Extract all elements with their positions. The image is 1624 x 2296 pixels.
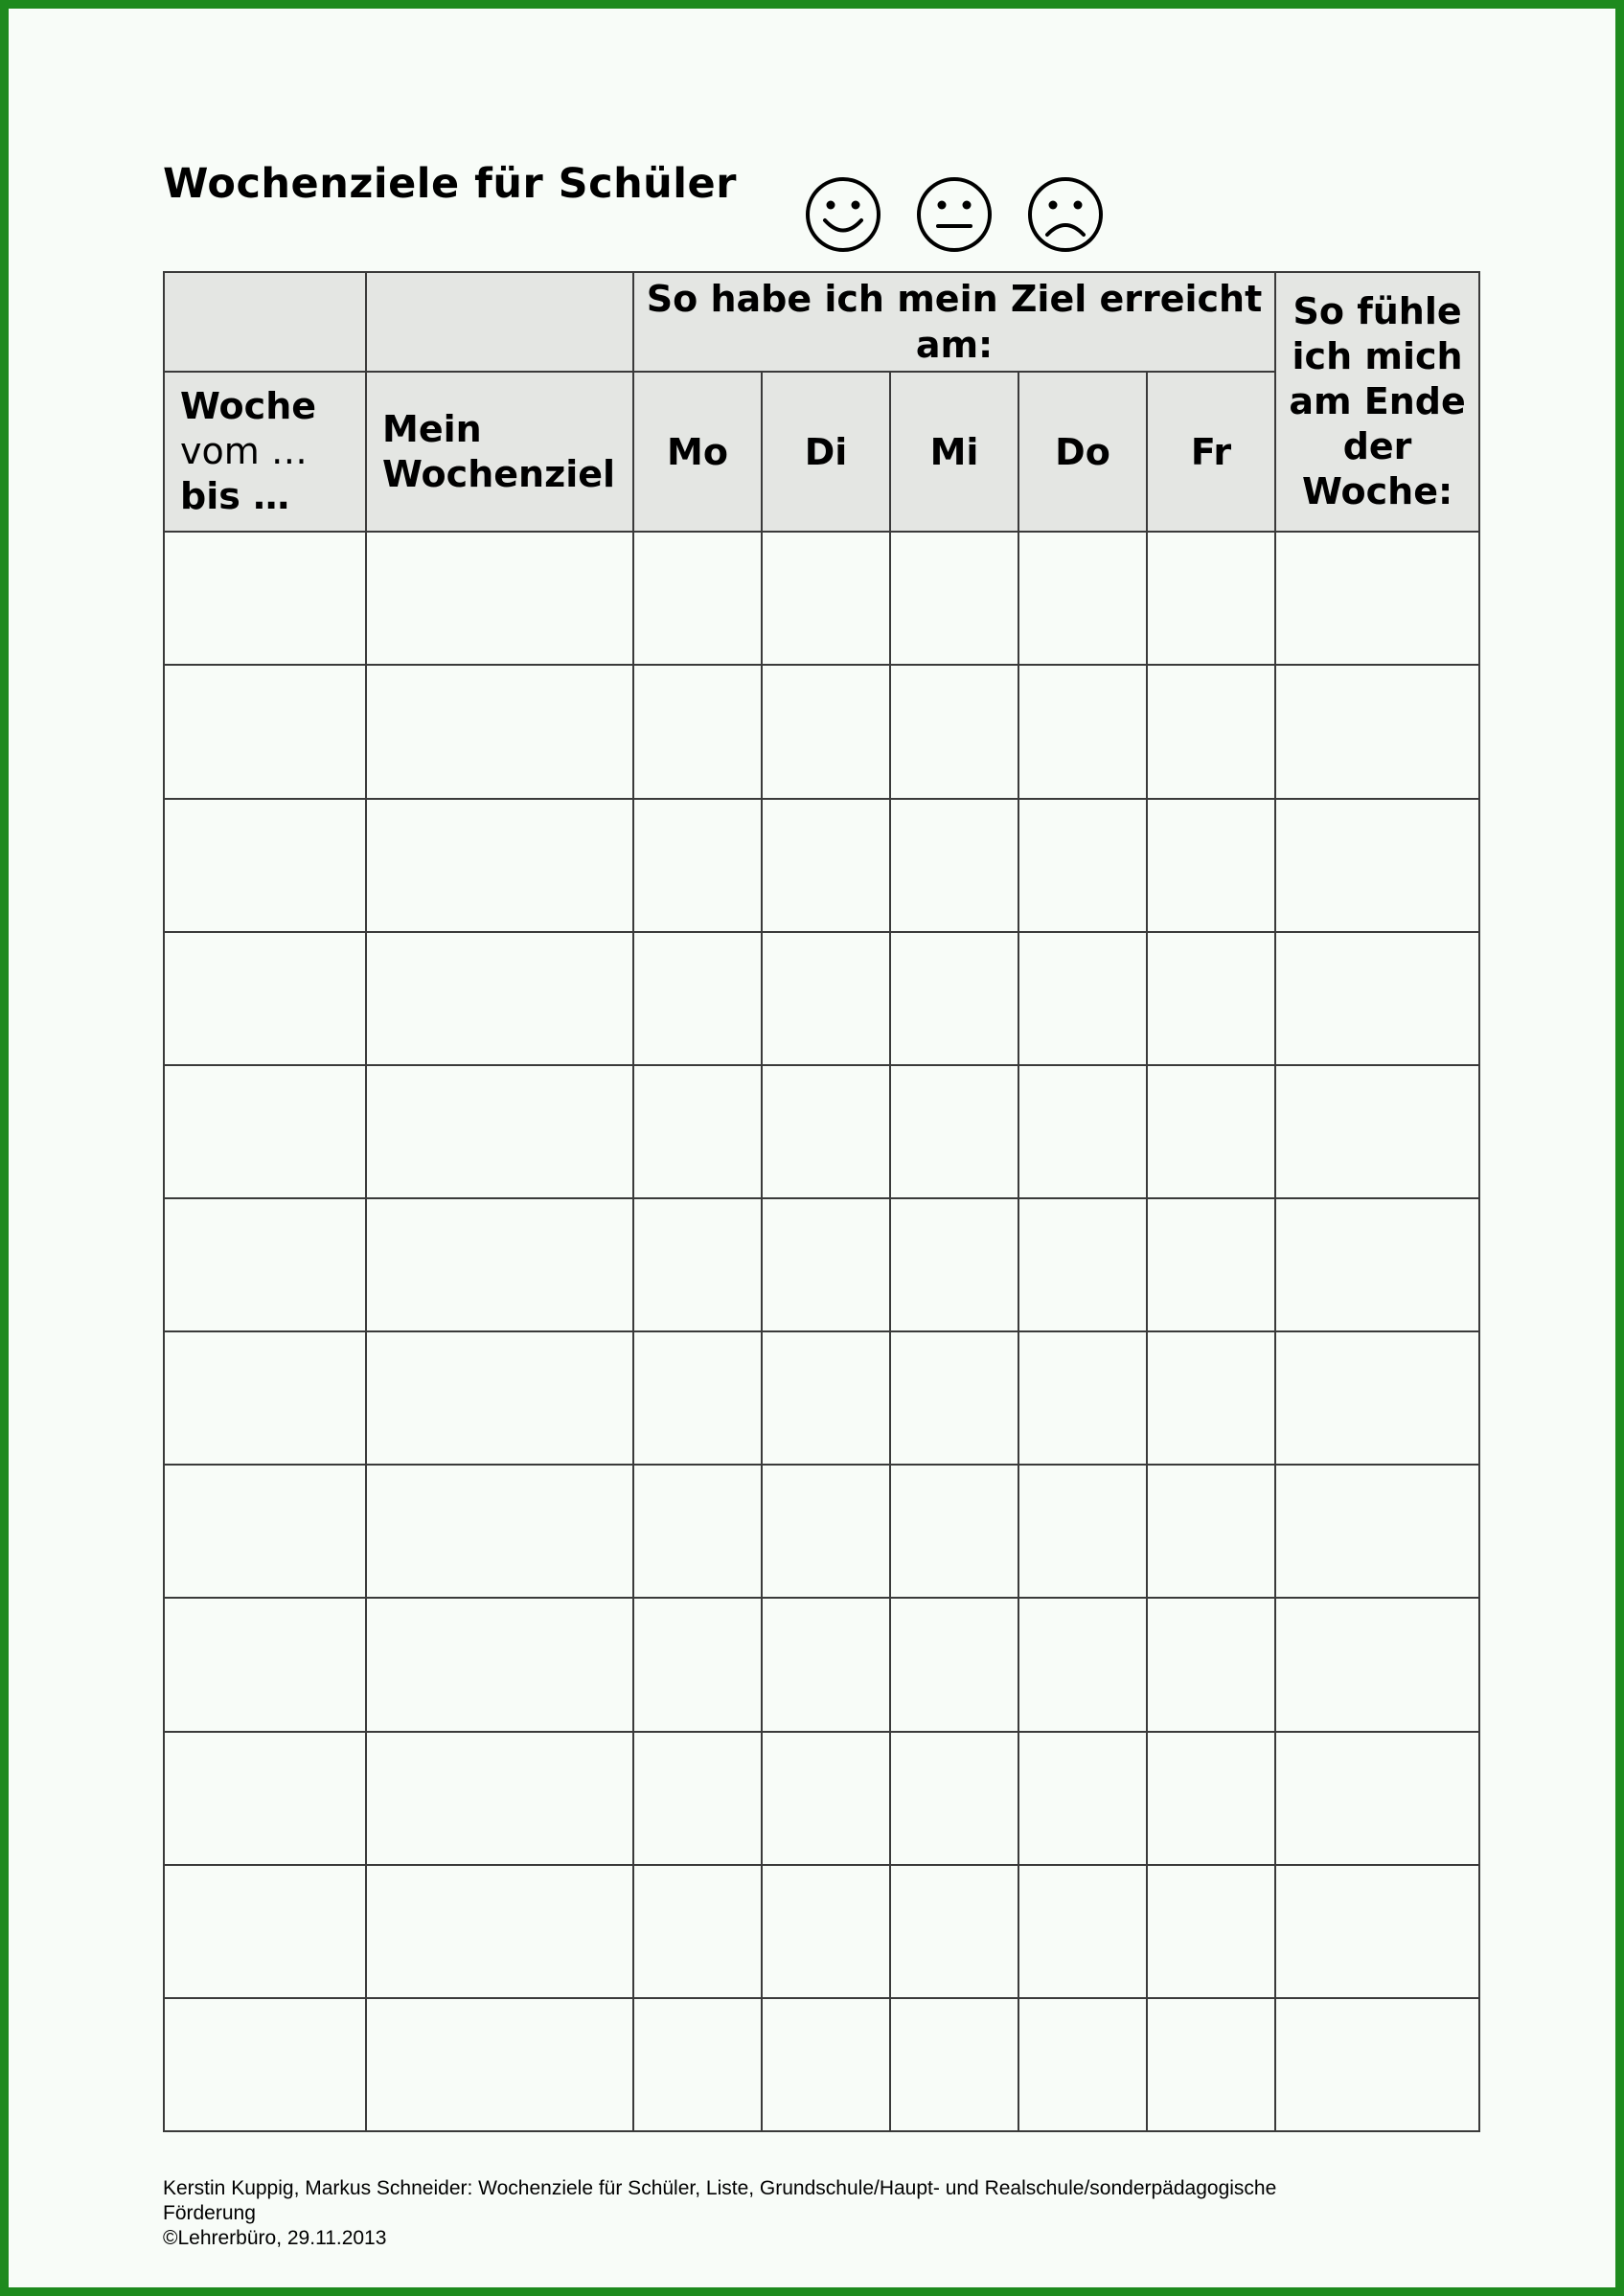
cell-mi[interactable] [890,1465,1018,1598]
cell-feeling[interactable] [1275,1331,1479,1465]
cell-do[interactable] [1018,1732,1147,1865]
header-day-do: Do [1018,372,1147,532]
cell-mo[interactable] [633,532,762,665]
cell-mi[interactable] [890,932,1018,1065]
cell-week[interactable] [164,1598,366,1731]
cell-fr[interactable] [1147,1198,1275,1331]
cell-mi[interactable] [890,1732,1018,1865]
cell-mo[interactable] [633,1598,762,1731]
cell-di[interactable] [762,665,890,798]
cell-mo[interactable] [633,1331,762,1465]
cell-mo[interactable] [633,932,762,1065]
cell-goal[interactable] [366,932,633,1065]
cell-goal[interactable] [366,1998,633,2131]
footer-line-1: Kerstin Kuppig, Markus Schneider: Wochenziele für Schüler, Liste, Grundschule/Haupt- und Realschule/sonderpädagogische [163,2177,1277,2199]
cell-mo[interactable] [633,1865,762,1998]
table-row [164,1998,1479,2131]
cell-mo[interactable] [633,799,762,932]
header-empty-goal [366,272,633,372]
cell-di[interactable] [762,1998,890,2131]
cell-fr[interactable] [1147,799,1275,932]
cell-fr[interactable] [1147,1998,1275,2131]
header-row-top [164,272,1479,372]
header-day-mi: Mi [890,372,1018,532]
cell-feeling[interactable] [1275,1865,1479,1998]
cell-mo[interactable] [633,1998,762,2131]
sad-face-icon [1026,175,1105,254]
cell-feeling[interactable] [1275,1065,1479,1198]
cell-mo[interactable] [633,665,762,798]
cell-feeling[interactable] [1275,799,1479,932]
cell-di[interactable] [762,532,890,665]
cell-goal[interactable] [366,799,633,932]
header-goal-reached-label: So habe ich mein Ziel erreicht am: [646,278,1263,367]
cell-week[interactable] [164,532,366,665]
weekly-goals-table [163,271,1480,2132]
cell-feeling[interactable] [1275,1732,1479,1865]
cell-mo[interactable] [633,1732,762,1865]
cell-week[interactable] [164,1331,366,1465]
cell-feeling[interactable] [1275,665,1479,798]
table-row [164,932,1479,1065]
cell-fr[interactable] [1147,665,1275,798]
header-feeling-line3: am Ende [1289,380,1466,423]
header-week [164,372,366,532]
cell-week[interactable] [164,1198,366,1331]
cell-mo[interactable] [633,1198,762,1331]
cell-do[interactable] [1018,532,1147,665]
footer-credit [163,2176,1447,2251]
cell-mi[interactable] [890,1065,1018,1198]
table-row [164,665,1479,798]
cell-di[interactable] [762,1598,890,1731]
cell-feeling[interactable] [1275,1998,1479,2131]
table-body [164,532,1479,2131]
cell-do[interactable] [1018,1065,1147,1198]
cell-mo[interactable] [633,1065,762,1198]
header-goal [366,372,633,532]
table-row [164,1598,1479,1731]
cell-di[interactable] [762,1865,890,1998]
cell-goal[interactable] [366,1865,633,1998]
header-day-fr: Fr [1147,372,1275,532]
table-row [164,1198,1479,1331]
cell-di[interactable] [762,1331,890,1465]
cell-goal[interactable] [366,532,633,665]
cell-week[interactable] [164,1065,366,1198]
cell-mi[interactable] [890,532,1018,665]
neutral-face-icon [915,175,994,254]
page-title: Wochenziele für Schüler [163,160,737,208]
cell-mi[interactable] [890,1331,1018,1465]
cell-week[interactable] [164,1465,366,1598]
cell-week[interactable] [164,665,366,798]
header-feeling-line4: der [1342,425,1412,468]
cell-fr[interactable] [1147,532,1275,665]
cell-di[interactable] [762,1465,890,1598]
cell-goal[interactable] [366,1598,633,1731]
cell-mo[interactable] [633,1465,762,1598]
table-row [164,532,1479,665]
cell-di[interactable] [762,1065,890,1198]
header-feeling [1275,272,1479,532]
cell-di[interactable] [762,1732,890,1865]
cell-week[interactable] [164,799,366,932]
cell-goal[interactable] [366,1198,633,1331]
cell-fr[interactable] [1147,1732,1275,1865]
header-week-label: Woche [180,385,317,428]
table-row [164,1465,1479,1598]
cell-fr[interactable] [1147,932,1275,1065]
cell-feeling[interactable] [1275,1198,1479,1331]
cell-do[interactable] [1018,1598,1147,1731]
cell-do[interactable] [1018,932,1147,1065]
table-row [164,1732,1479,1865]
header-goal-line2: Wochenziel [382,452,616,495]
cell-week[interactable] [164,932,366,1065]
cell-di[interactable] [762,932,890,1065]
cell-do[interactable] [1018,1865,1147,1998]
header-feeling-line2: ich mich [1292,335,1463,378]
header-goal-reached [633,272,1275,372]
cell-di[interactable] [762,799,890,932]
cell-feeling[interactable] [1275,532,1479,665]
header-week-to: bis … [180,475,290,518]
cell-do[interactable] [1018,799,1147,932]
cell-week[interactable] [164,1865,366,1998]
header-day-mo: Mo [633,372,762,532]
cell-goal[interactable] [366,1732,633,1865]
cell-mi[interactable] [890,799,1018,932]
cell-fr[interactable] [1147,1331,1275,1465]
smiley-row [804,175,1105,254]
cell-goal[interactable] [366,665,633,798]
cell-feeling[interactable] [1275,1465,1479,1598]
cell-fr[interactable] [1147,1865,1275,1998]
table-row [164,1865,1479,1998]
cell-week[interactable] [164,1732,366,1865]
cell-week[interactable] [164,1998,366,2131]
cell-mi[interactable] [890,1198,1018,1331]
cell-fr[interactable] [1147,1598,1275,1731]
cell-do[interactable] [1018,1465,1147,1598]
cell-goal[interactable] [366,1465,633,1598]
cell-di[interactable] [762,1198,890,1331]
header-goal-line1: Mein [382,407,482,450]
table-row [164,1331,1479,1465]
cell-feeling[interactable] [1275,1598,1479,1731]
cell-goal[interactable] [366,1331,633,1465]
happy-face-icon [804,175,882,254]
header-day-di: Di [762,372,890,532]
cell-do[interactable] [1018,1331,1147,1465]
cell-goal[interactable] [366,1065,633,1198]
cell-do[interactable] [1018,665,1147,798]
table-row [164,799,1479,932]
cell-mi[interactable] [890,1865,1018,1998]
cell-feeling[interactable] [1275,932,1479,1065]
footer-line-3: ©Lehrerbüro, 29.11.2013 [163,2227,387,2249]
header-week-from: vom … [180,430,308,473]
cell-mi[interactable] [890,1598,1018,1731]
footer-line-2: Förderung [163,2202,256,2224]
header-feeling-line5: Woche: [1301,470,1453,513]
header-feeling-line1: So fühle [1292,290,1462,333]
cell-mi[interactable] [890,1998,1018,2131]
cell-fr[interactable] [1147,1065,1275,1198]
cell-mi[interactable] [890,665,1018,798]
cell-do[interactable] [1018,1998,1147,2131]
cell-fr[interactable] [1147,1465,1275,1598]
cell-do[interactable] [1018,1198,1147,1331]
header-empty-week [164,272,366,372]
table-row [164,1065,1479,1198]
